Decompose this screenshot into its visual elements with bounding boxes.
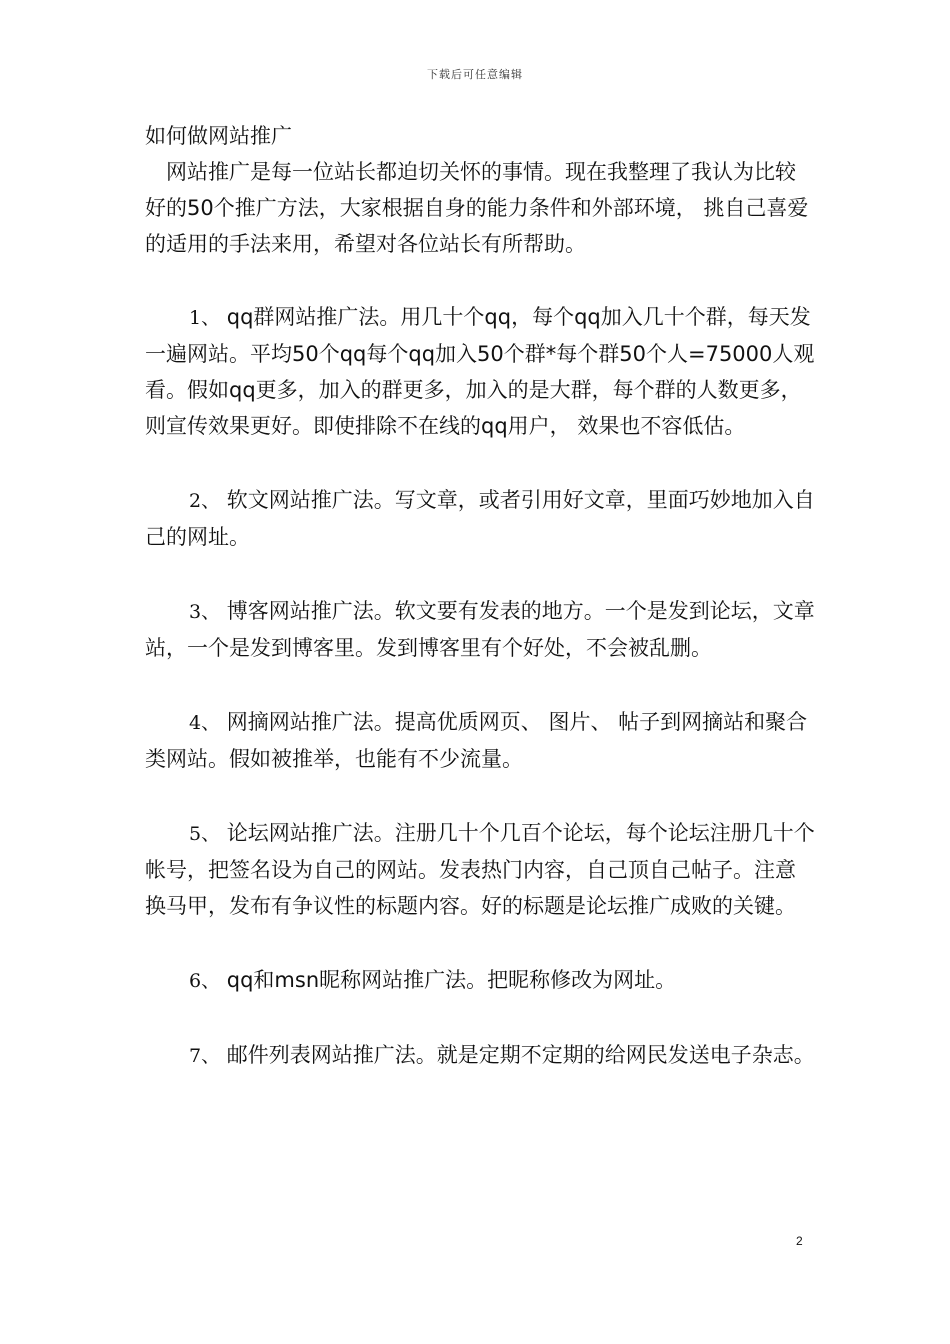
list-item bbox=[145, 704, 815, 777]
list-item bbox=[145, 815, 815, 924]
list-item bbox=[145, 299, 815, 444]
document-title: 如何做网站推广 bbox=[145, 124, 292, 148]
item-number: 6、 bbox=[189, 970, 221, 992]
list-item bbox=[145, 482, 815, 555]
list-item bbox=[145, 962, 815, 999]
item-text: 网摘网站推广法。提高优质网页、 图片、 帖子到网摘站和聚合类网站。假如被推举，也能有不少流量。 bbox=[145, 710, 808, 771]
page-number: 2 bbox=[796, 1234, 803, 1248]
item-text: qq群网站推广法。用几十个qq，每个qq加入几十个群，每天发一遍网站。平均50个qq每个qq加入50个群*每个群50个人=75000人观看。假如qq更多，加入的群更多，加入的是大群，每个群的人数更多，则宣传效果更好。即使排除不在线的qq用户， 效果也不容低估。 bbox=[145, 305, 815, 438]
item-text: qq和msn昵称网站推广法。把昵称修改为网址。 bbox=[220, 968, 677, 992]
intro-paragraph: 网站推广是每一位站长都迫切关怀的事情。现在我整理了我认为比较好的50个推广方法，大家根据自身的能力条件和外部环境， 挑自己喜爱的适用的手法来用，希望对各位站长有所帮助。 bbox=[145, 160, 809, 256]
item-number: 5、 bbox=[189, 823, 221, 845]
item-number: 4、 bbox=[189, 712, 221, 734]
list-item bbox=[145, 1037, 815, 1074]
item-text: 软文网站推广法。写文章，或者引用好文章，里面巧妙地加入自己的网址。 bbox=[145, 488, 815, 549]
item-number: 3、 bbox=[189, 601, 221, 623]
item-number: 2、 bbox=[189, 490, 221, 512]
page-header: 下载后可任意编辑 bbox=[427, 68, 523, 81]
item-number: 7、 bbox=[189, 1045, 221, 1067]
list-item bbox=[145, 593, 815, 666]
item-text: 邮件列表网站推广法。就是定期不定期的给网民发送电子杂志。 bbox=[220, 1043, 815, 1067]
item-text: 论坛网站推广法。注册几十个几百个论坛，每个论坛注册几十个帐号，把签名设为自己的网站。发表热门内容，自己顶自己帖子。注意换马甲，发布有争议性的标题内容。好的标题是论坛推广成败的关键。 bbox=[145, 821, 815, 918]
item-number: 1、 bbox=[189, 307, 221, 329]
document-body bbox=[145, 118, 815, 1074]
item-text: 博客网站推广法。软文要有发表的地方。一个是发到论坛，文章站，一个是发到博客里。发到博客里有个好处，不会被乱删。 bbox=[145, 599, 815, 660]
